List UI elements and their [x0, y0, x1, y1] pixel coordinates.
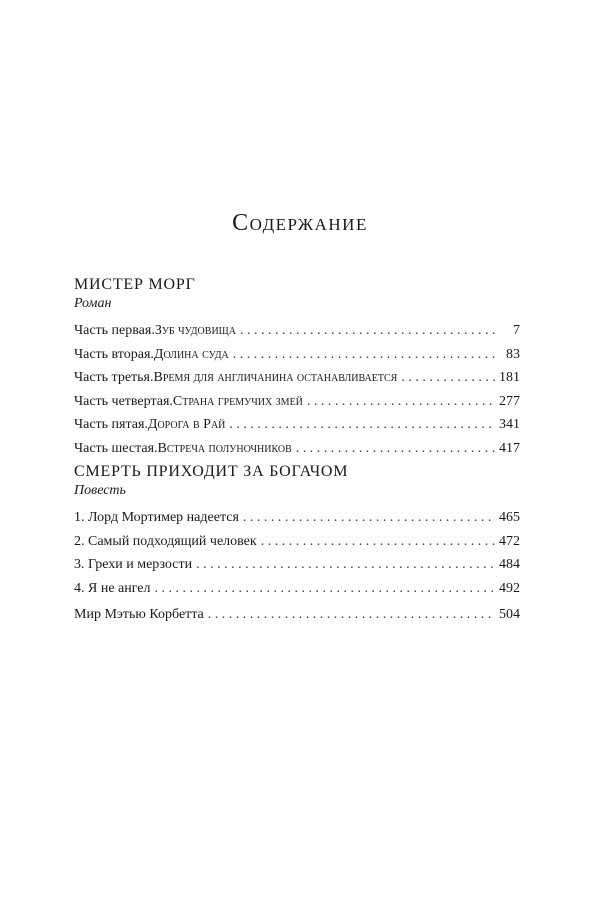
dot-leader	[240, 319, 498, 343]
entry-prefix: Мир Мэтью Корбетта	[74, 607, 204, 622]
dot-leader	[296, 437, 495, 461]
dot-leader	[233, 343, 498, 367]
toc-entry[interactable]	[74, 413, 520, 437]
page-number: 484	[499, 557, 520, 572]
dot-leader	[401, 366, 495, 390]
dot-leader	[243, 506, 495, 530]
entry-prefix: 1. Лорд Мортимер надеется	[74, 510, 239, 525]
toc-entry[interactable]	[74, 553, 520, 577]
page-number: 277	[499, 393, 520, 409]
entry-prefix: Часть пятая.	[74, 417, 148, 432]
page-title: Содержание	[232, 210, 368, 236]
page-number: 83	[506, 346, 520, 362]
page-number: 472	[499, 533, 520, 549]
toc-entry[interactable]	[74, 530, 520, 554]
page-number: 181	[499, 370, 520, 385]
entry-name: Долина суда	[153, 346, 229, 362]
page-number: 465	[499, 510, 520, 525]
entry-prefix: Часть первая.	[74, 323, 155, 338]
entry-prefix: 3. Грехи и мерзости	[74, 557, 193, 572]
section-mister-morg	[74, 275, 520, 460]
section-appendix	[74, 603, 520, 627]
page-number: 417	[499, 440, 520, 456]
section-title: СМЕРТЬ ПРИХОДИТ ЗА БОГАЧОМ	[74, 463, 349, 480]
entry-prefix: 2. Самый подходящий человек	[74, 533, 257, 549]
dot-leader	[208, 603, 495, 627]
toc-entry[interactable]	[74, 506, 520, 530]
toc-entry[interactable]	[74, 319, 520, 343]
toc-entry[interactable]	[74, 577, 520, 601]
entry-prefix: Часть четвертая.	[74, 393, 173, 409]
entry-name: Дорога в Рай	[147, 417, 226, 432]
page-number: 341	[499, 417, 520, 432]
section-title: МИСТЕР МОРГ	[74, 276, 196, 293]
entry-prefix: Часть шестая.	[74, 440, 158, 456]
section-subtitle: Роман	[74, 296, 112, 311]
dot-leader	[261, 530, 495, 554]
entry-prefix: Часть третья.	[74, 370, 154, 385]
entry-prefix: Часть вторая.	[74, 346, 154, 362]
dot-leader	[307, 390, 495, 414]
section-smert-prihodit	[74, 462, 520, 600]
entry-name: Зуб чудовища	[154, 323, 236, 338]
page-number: 7	[513, 323, 520, 338]
entry-name: Встреча полуночников	[157, 440, 292, 456]
dot-leader	[196, 553, 495, 577]
page-number: 492	[499, 580, 520, 596]
entry-prefix: 4. Я не ангел	[74, 580, 151, 596]
dot-leader	[229, 413, 495, 437]
toc-entry[interactable]	[74, 390, 520, 414]
dot-leader	[155, 577, 495, 601]
page-number: 504	[499, 607, 520, 622]
toc-entry[interactable]	[74, 437, 520, 461]
entry-name: Время для англичанина останавливается	[153, 370, 398, 385]
section-subtitle: Повесть	[74, 483, 126, 498]
toc-entry[interactable]	[74, 603, 520, 627]
toc-entry[interactable]	[74, 366, 520, 390]
toc-entry[interactable]	[74, 343, 520, 367]
entry-name: Страна гремучих змей	[172, 393, 303, 409]
